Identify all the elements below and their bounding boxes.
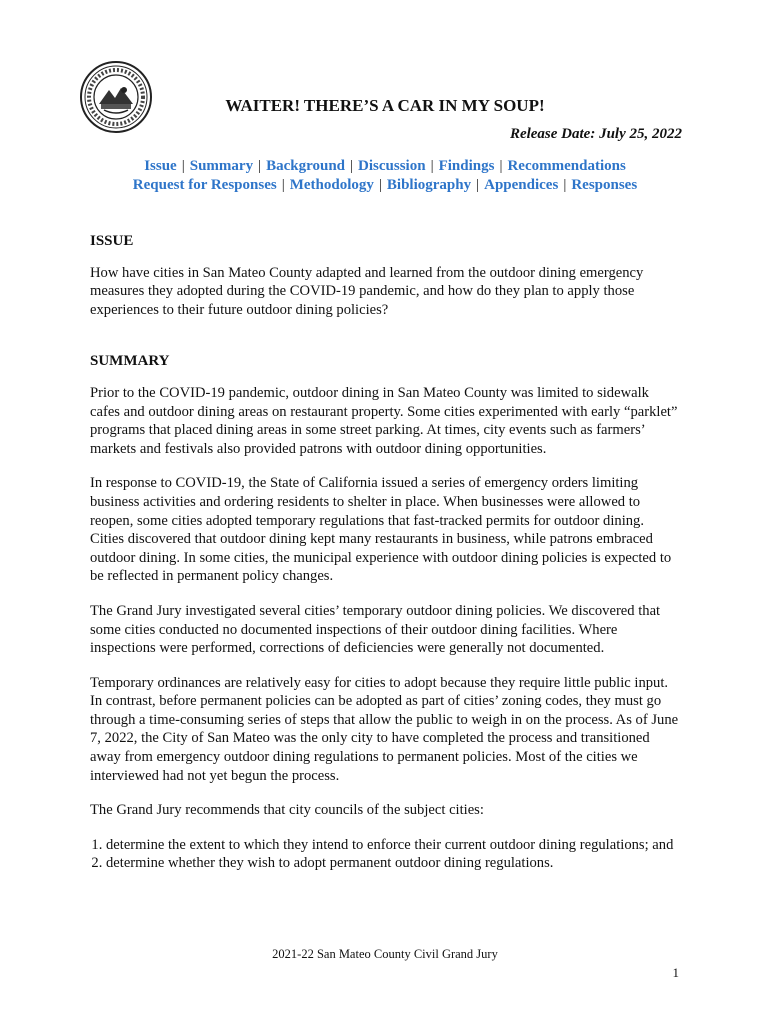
nav-link-bibliography[interactable]: Bibliography (386, 177, 472, 193)
section-nav-row-1 (0, 158, 770, 175)
nav-link-methodology[interactable]: Methodology (289, 177, 374, 193)
nav-link-request-for-responses[interactable]: Request for Responses (132, 177, 277, 193)
nav-link-background[interactable]: Background (266, 158, 346, 174)
document-body (90, 232, 680, 873)
summary-paragraph: The Grand Jury recommends that city councils of the subject cities: (90, 802, 484, 819)
summary-paragraph: Temporary ordinances are relatively easy for cities to adopt because they require little public input. In contrast, before permanent policies can be adopted as part of cities’ zoning codes, they must go through a time-consuming series of steps that allow the public to weigh in on the process. As of June 7, 2022, the City of San Mateo was the only city to have completed the process and transitioned away from emergency outdoor dining regulations to permanent policies. Most of the cities we interviewed had not yet begun the process. (90, 674, 679, 784)
nav-link-discussion[interactable]: Discussion (358, 158, 426, 174)
summary-heading: SUMMARY (90, 353, 170, 370)
nav-link-responses[interactable]: Responses (571, 177, 638, 193)
nav-separator: | (563, 177, 567, 193)
summary-paragraph: The Grand Jury investigated several cities’ temporary outdoor dining policies. We discovered that some cities conducted no documented inspections of their outdoor dining facilities. Where inspections were performed, corrections of deficiencies were generally not documented. (90, 602, 661, 657)
nav-separator: | (430, 158, 434, 174)
nav-separator: | (181, 158, 185, 174)
nav-link-issue[interactable]: Issue (144, 158, 177, 174)
nav-separator: | (258, 158, 262, 174)
issue-heading: ISSUE (90, 233, 134, 249)
page-title: WAITER! THERE’S A CAR IN MY SOUP! (225, 96, 545, 115)
list-item: 2. determine whether they wish to adopt permanent outdoor dining regulations. (106, 854, 680, 873)
nav-link-findings[interactable]: Findings (438, 158, 495, 174)
section-nav-row-2 (0, 177, 770, 194)
nav-link-summary[interactable]: Summary (189, 158, 254, 174)
page-number: 1 (672, 965, 679, 980)
nav-separator: | (281, 177, 285, 193)
list-item: 1. determine the extent to which they intend to enforce their current outdoor dining regulations; and (106, 836, 680, 855)
summary-paragraph: Prior to the COVID-19 pandemic, outdoor dining in San Mateo County was limited to sidewalk cafes and outdoor dining areas on restaurant property. Some cities experimented with early “parklet” programs that placed dining areas in some street parking. At times, city events such as farmers’ markets and festivals also provided patrons with outdoor dining opportunities. (90, 384, 678, 457)
nav-link-recommendations[interactable]: Recommendations (507, 158, 626, 174)
nav-separator: | (378, 177, 382, 193)
nav-link-appendices[interactable]: Appendices (484, 177, 559, 193)
nav-separator: | (499, 158, 503, 174)
release-date: Release Date: July 25, 2022 (509, 126, 682, 142)
page-footer: 2021-22 San Mateo County Civil Grand Jury (272, 947, 498, 961)
nav-separator: | (350, 158, 354, 174)
nav-separator: | (476, 177, 480, 193)
recommendations-list (90, 836, 680, 873)
summary-paragraph: In response to COVID-19, the State of California issued a series of emergency orders limiting business activities and ordering residents to shelter in place. When businesses were allowed to reopen, some cities adopted temporary regulations that fast-tracked permits for outdoor dining. Cities discovered that outdoor dining kept many restaurants in business, while patrons embraced outdoor dining. In some cities, the municipal experience with outdoor dining policies is expected to be reflected in permanent policy changes. (90, 475, 672, 585)
issue-text: How have cities in San Mateo County adapted and learned from the outdoor dining emergency measures they adopted during the COVID-19 pandemic, and how do they plan to apply those experiences to their future outdoor dining policies? (90, 264, 644, 318)
